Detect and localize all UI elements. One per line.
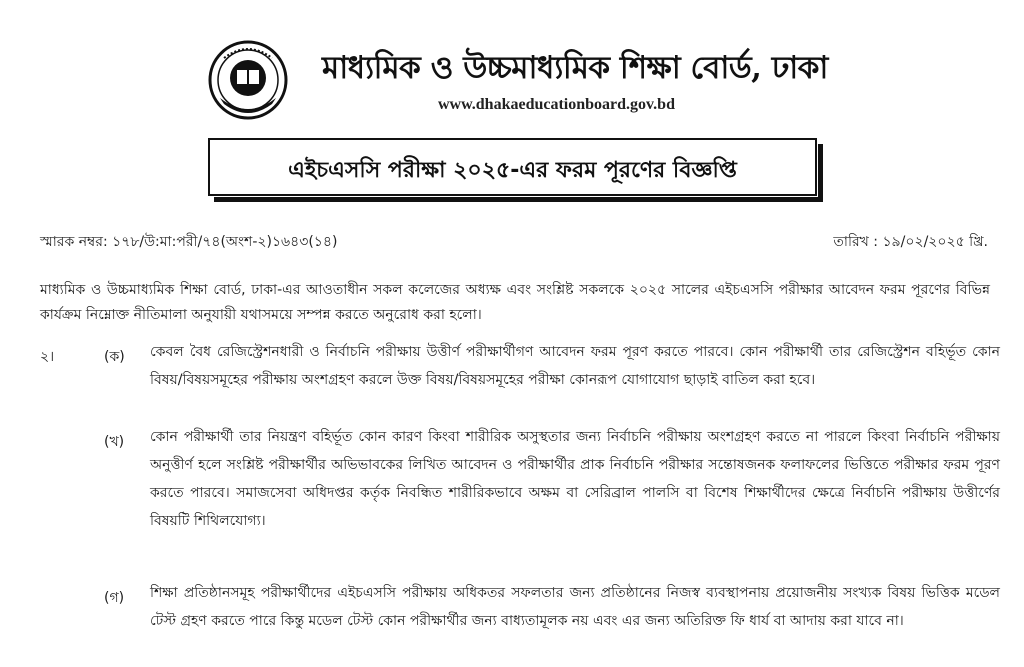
item-label-kha: (খ) — [104, 434, 125, 450]
item-label-ka: (ক) — [104, 349, 125, 365]
item-text-ga: শিক্ষা প্রতিষ্ঠানসমূহ পরীক্ষার্থীদের এইচএসসি পরীক্ষায় অধিকতর সফলতার জন্য প্রতিষ্ঠানের নিজস্ব ব্যবস্থাপনায় প্রয়োজনীয় সংখ্যক বিষয় ভিত্তিক মডেল টেস্ট গ্রহণ করতে পারে কিন্তু মডেল টেস্ট কোন পরীক্ষার্থীর জন্য বাধ্যতামূলক নয় এবং এর জন্য অতিরিক্ত ফি ধার্য বা আদায় করা যাবে না। — [150, 585, 1000, 629]
board-seal-icon — [206, 38, 290, 122]
item-text-kha: কোন পরীক্ষার্থী তার নিয়ন্ত্রণ বহির্ভূত কোন কারণ কিংবা শারীরিক অসুস্থতার জন্য নির্বাচনি পরীক্ষায় অংশগ্রহণ করতে না পারলে কিংবা নির্বাচনি পরীক্ষায় অনুত্তীর্ণ হলে সংশ্লিষ্ট পরীক্ষার্থীর অভিভাবকের লিখিত আবেদন ও পরীক্ষার্থীর প্রাক নির্বাচনি পরীক্ষার সন্তোষজনক ফলাফলের ভিত্তিতে পরীক্ষার ফরম পূরণ করতে পারবে। সমাজসেবা অধিদপ্তর কর্তৃক নিবন্ধিত শারীরিকভাবে অক্ষম বা সেরিব্রাল পালসি বা বিশেষ শিক্ষার্থীদের ক্ষেত্রে নির্বাচনি পরীক্ষায় উত্তীর্ণের বিষয়টি শিথিলযোগ্য। — [150, 429, 1000, 529]
issue-date: তারিখ : ১৯/০২/২০২৫ খ্রি. — [833, 234, 988, 250]
letterhead — [206, 38, 866, 118]
section-number: ২। — [40, 349, 55, 365]
notice-title: এইচএসসি পরীক্ষা ২০২৫-এর ফরম পূরণের বিজ্ঞপ্তি — [288, 158, 737, 183]
memo-number: স্মারক নম্বর: ১৭৮/উ:মা:পরী/৭৪(অংশ-২)১৬৪৩(১৪) — [40, 234, 338, 250]
board-name: মাধ্যমিক ও উচ্চমাধ্যমিক শিক্ষা বোর্ড, ঢাকা — [322, 50, 828, 86]
board-website[interactable]: www.dhakaeducationboard.gov.bd — [438, 96, 675, 113]
item-text-ka: কেবল বৈধ রেজিস্ট্রেশনধারী ও নির্বাচনি পরীক্ষায় উত্তীর্ণ পরীক্ষার্থীগণ আবেদন ফরম পূরণ করতে পারবে। কোন পরীক্ষার্থী তার রেজিস্ট্রেশন বহির্ভূত কোন বিষয়/বিষয়সমূহের পরীক্ষায় অংশগ্রহণ করলে উক্ত বিষয়/বিষয়সমূহের পরীক্ষা কোনরূপ যোগাযোগ ছাড়াই বাতিল করা হবে। — [150, 344, 1000, 388]
notice-title-box — [208, 138, 817, 196]
item-label-ga: (গ) — [104, 590, 125, 606]
intro-paragraph: মাধ্যমিক ও উচ্চমাধ্যমিক শিক্ষা বোর্ড, ঢাকা-এর আওতাধীন সকল কলেজের অধ্যক্ষ এবং সংশ্লিষ্ট সকলকে ২০২৫ সালের এইচএসসি পরীক্ষার আবেদন ফরম পূরণের বিভিন্ন কার্যক্রম নিম্নোক্ত নীতিমালা অনুযায়ী যথাসময়ে সম্পন্ন করতে অনুরোধ করা হলো। — [40, 282, 990, 323]
